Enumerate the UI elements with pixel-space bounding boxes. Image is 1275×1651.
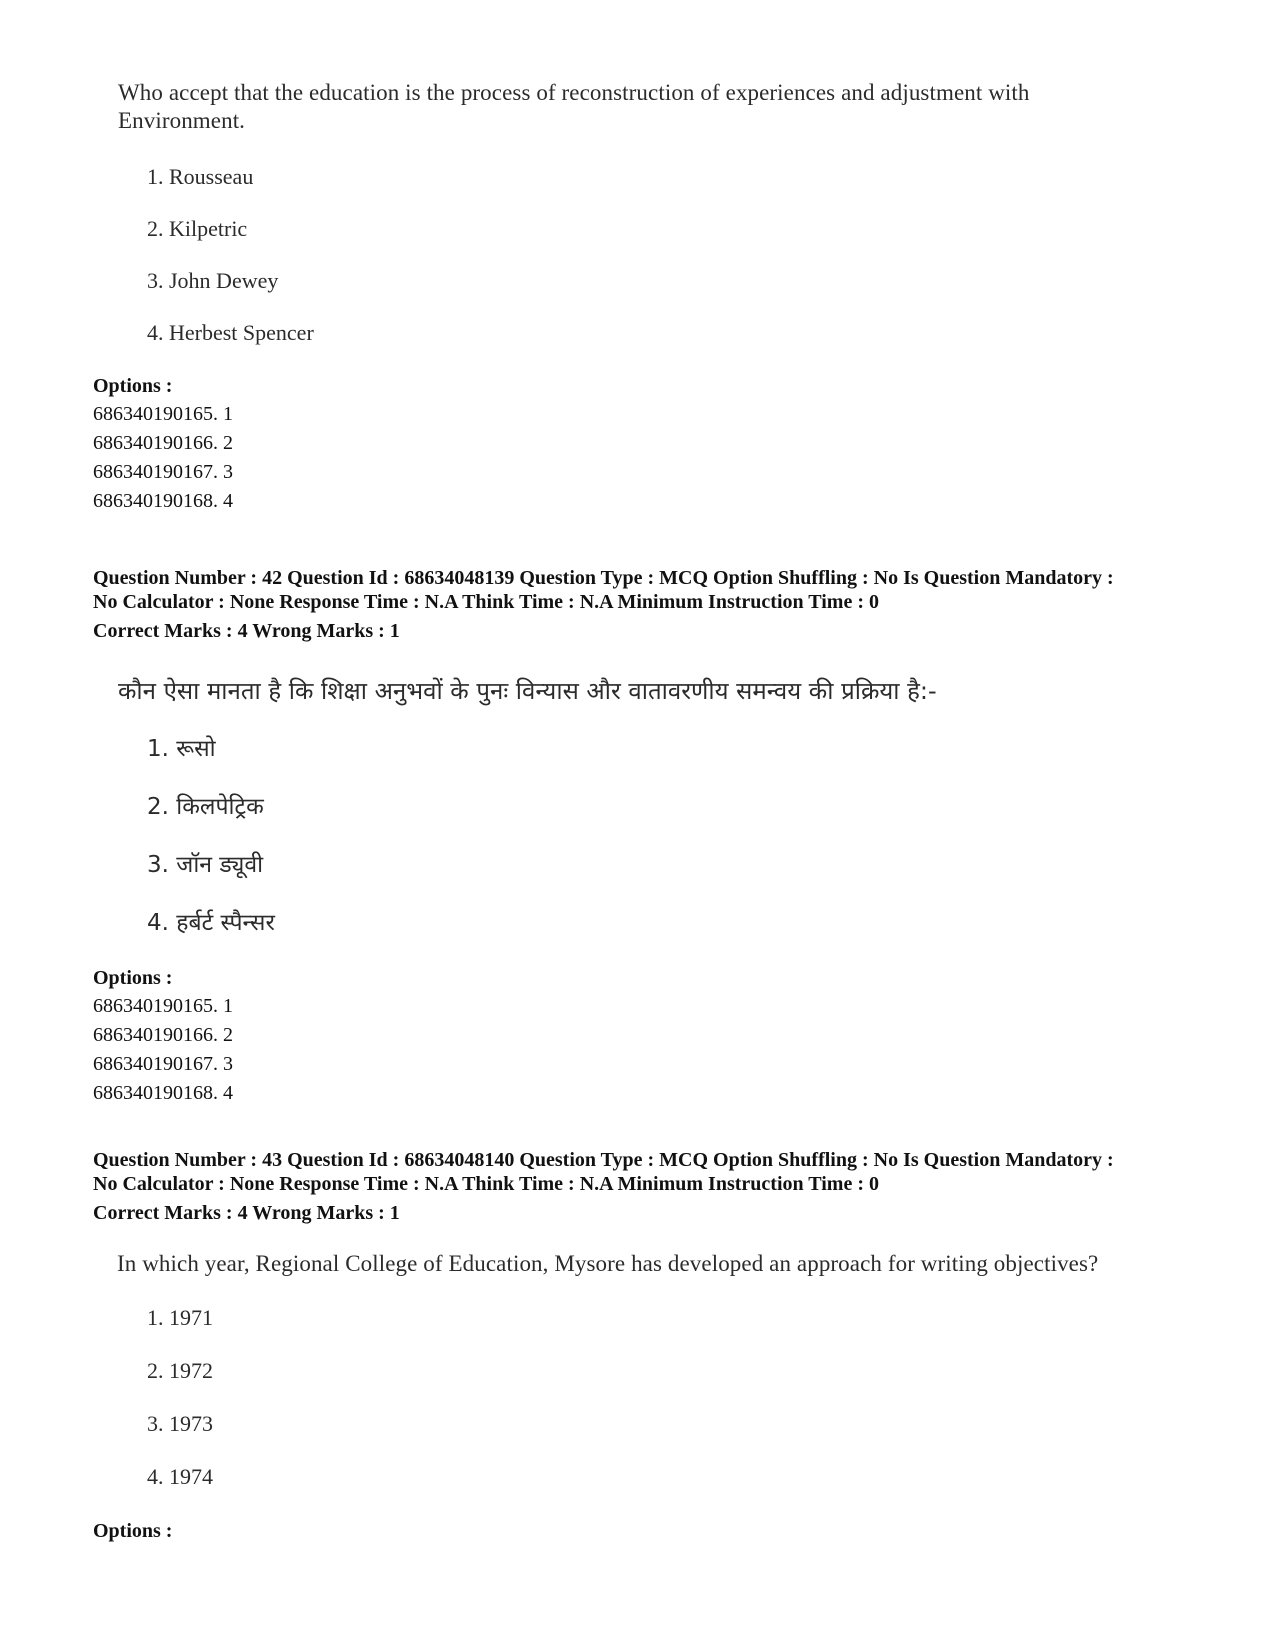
- q41-choice-4: 4. Herbest Spencer: [147, 320, 314, 345]
- q41-option-code-3: 686340190167. 3: [93, 461, 233, 483]
- q43-question-text: In which year, Regional College of Education, Mysore has developed an approach for writing objectives?: [117, 1251, 1099, 1276]
- q43-meta-line-2: No Calculator : None Response Time : N.A Think Time : N.A Minimum Instruction Time : 0: [93, 1173, 879, 1195]
- q43-choice-1: 1. 1971: [147, 1305, 213, 1330]
- q42-meta-line-2: No Calculator : None Response Time : N.A Think Time : N.A Minimum Instruction Time : 0: [93, 591, 879, 613]
- q41-choice-2: 2. Kilpetric: [147, 216, 248, 241]
- q42-option-code-2: 686340190166. 2: [93, 1024, 233, 1046]
- q42-option-code-4: 686340190168. 4: [93, 1082, 233, 1104]
- q42-choice-3: 3. जॉन ड्यूवी: [147, 852, 264, 878]
- q43-options-label: Options :: [93, 1520, 173, 1542]
- q42-option-code-1: 686340190165. 1: [93, 995, 233, 1017]
- q41-choice-1: 1. Rousseau: [147, 164, 254, 189]
- q41-question-text: Who accept that the education is the process of reconstruction of experiences and adjustment with Environment.: [118, 80, 1030, 133]
- q42-choice-1: 1. रूसो: [147, 736, 216, 762]
- q42-options-label: Options :: [93, 967, 173, 989]
- q41-choice-3: 3. John Dewey: [147, 268, 279, 293]
- q41-option-code-4: 686340190168. 4: [93, 490, 233, 512]
- q42-meta-line-1: Question Number : 42 Question Id : 68634048139 Question Type : MCQ Option Shuffling : No Is Question Mandatory :: [93, 567, 1114, 589]
- q43-choice-2: 2. 1972: [147, 1358, 213, 1383]
- q41-options-label: Options :: [93, 375, 173, 397]
- q42-choice-2: 2. किलपेट्रिक: [147, 794, 264, 820]
- q43-marks: Correct Marks : 4 Wrong Marks : 1: [93, 1202, 400, 1224]
- q43-choice-3: 3. 1973: [147, 1411, 213, 1436]
- q42-option-code-3: 686340190167. 3: [93, 1053, 233, 1075]
- q42-marks: Correct Marks : 4 Wrong Marks : 1: [93, 620, 400, 642]
- q43-choice-4: 4. 1974: [147, 1464, 213, 1489]
- q41-option-code-2: 686340190166. 2: [93, 432, 233, 454]
- q42-question-text: कौन ऐसा मानता है कि शिक्षा अनुभवों के पुनः विन्यास और वातावरणीय समन्वय की प्रक्रिया है:-: [118, 677, 937, 705]
- q41-option-code-1: 686340190165. 1: [93, 403, 233, 425]
- q42-choice-4: 4. हर्बर्ट स्पैन्सर: [147, 910, 275, 936]
- q43-meta-line-1: Question Number : 43 Question Id : 68634048140 Question Type : MCQ Option Shuffling : No Is Question Mandatory :: [93, 1149, 1114, 1171]
